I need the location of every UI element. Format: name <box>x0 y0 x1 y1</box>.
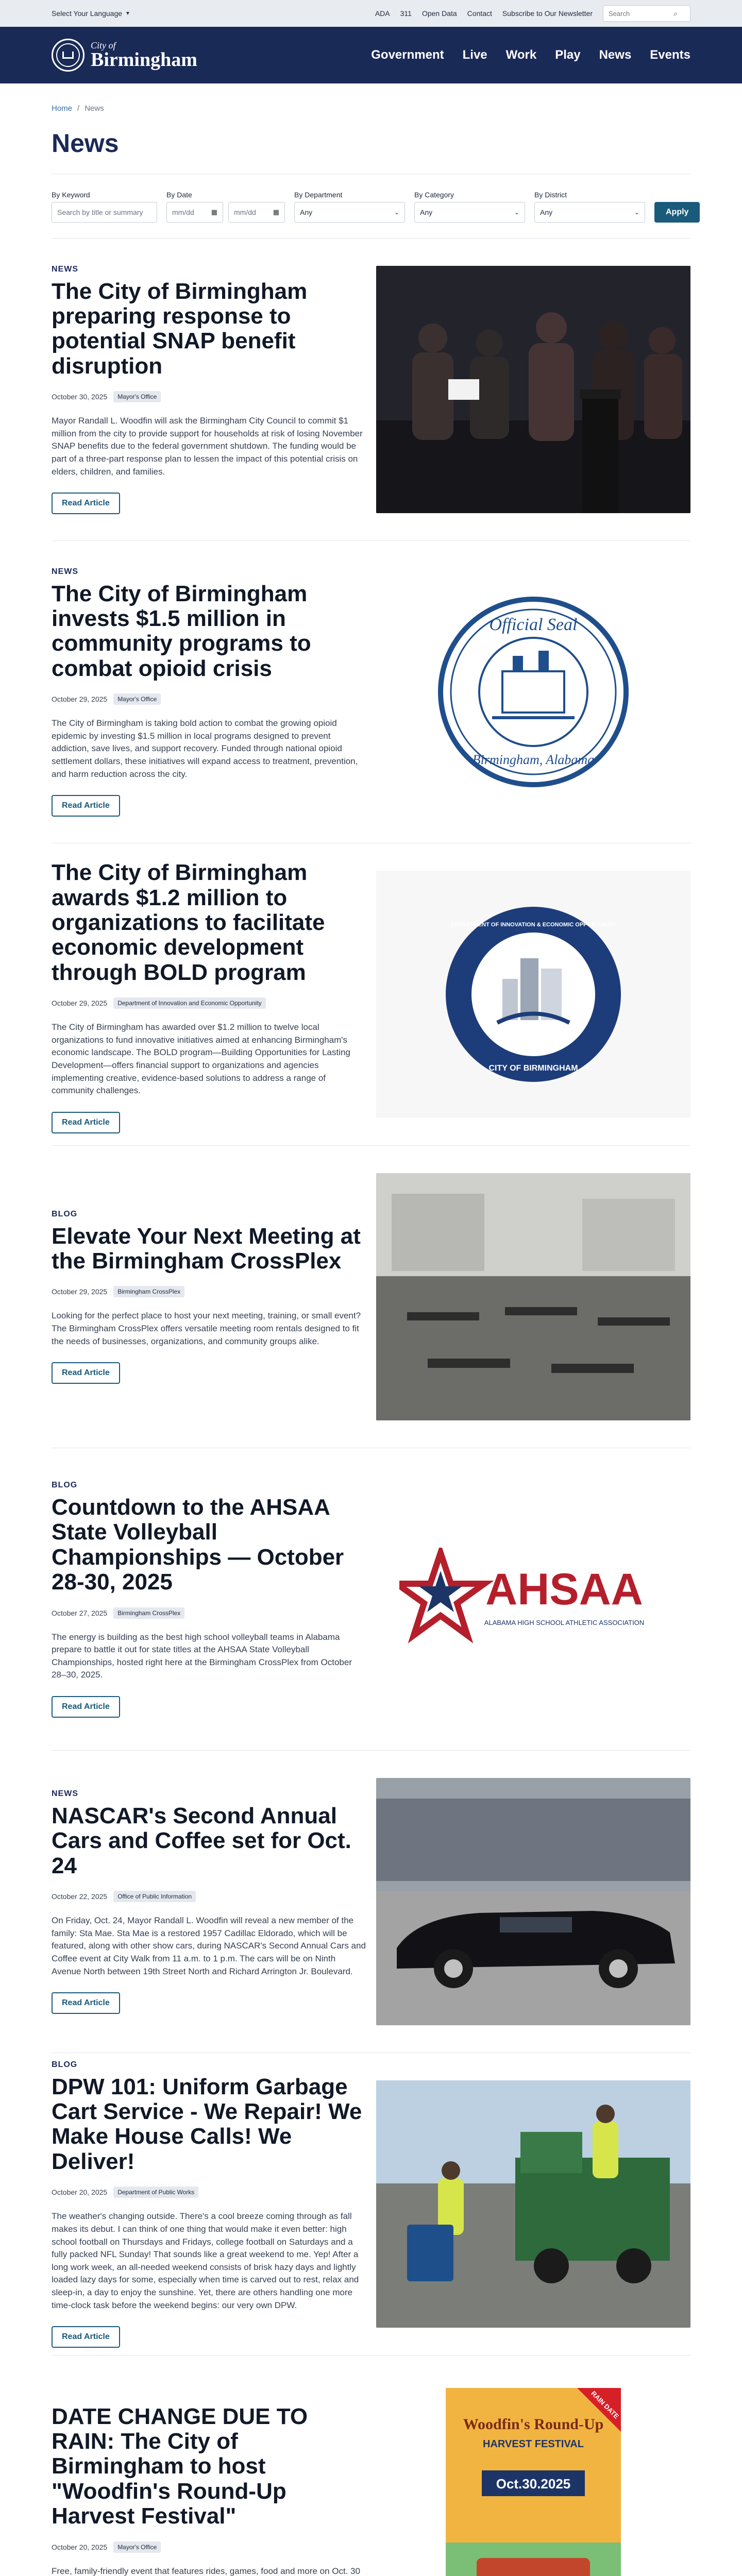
nav-play[interactable]: Play <box>555 48 581 62</box>
article-summary: The City of Birmingham has awarded over $1.2 million to twelve local organizations to fund innovative initiatives aimed at enhancing Birmingham's economic landscape. The BOLD program—Building Opportunities for Lasting Development—offers financial support to organizations and agencies implementing creative, evidence-based solutions to address a range of community challenges. <box>52 1022 350 1096</box>
department-label: By Department <box>294 191 343 199</box>
article-summary: Free, family-friendly event that features rides, games, food and more on Oct. 30 <box>52 2566 361 2576</box>
ahsaa-logo-text: AHSAA <box>485 1565 643 1614</box>
breadcrumb-home[interactable]: Home <box>52 104 73 113</box>
article-title[interactable]: NASCAR's Second Annual Cars and Coffee set for Oct. 24 <box>52 1803 351 1878</box>
category-value: Any <box>420 208 433 216</box>
utility-link-ada[interactable]: ADA <box>375 9 390 18</box>
article-summary: The weather's changing outside. There's a cool breeze coming through as fall makes its debut. I can think of one thing that would make it even better: high school football on Thursdays and Fridays, college football on Saturdays and a fully packed NFL Sunday! That sounds like a great weekend to me. Yep! After a long work week, an all-needed weekend consists of brisk hazy days and lightly loaded lazy days for some, especially when time is carved out to rest, relax and sleep-in, a day to enjoy the sunshine. Yet, there are others handling one more time-clock task before the weekend begins: our very own DPW. <box>52 2211 359 2310</box>
site-search <box>603 5 690 22</box>
read-article-button[interactable]: Read Article <box>52 493 120 514</box>
article-summary: The City of Birmingham is taking bold action to combat the growing opioid epidemic by investing $1.5 million in local programs designed to prevent addiction, save lives, and support recovery. Funded through national opioid settlement dollars, these initiatives will expand access to treatment, prevention, and harm reduction across the city. <box>52 718 358 779</box>
keyword-placeholder: Search by title or summary <box>57 208 143 216</box>
article-title[interactable]: Countdown to the AHSAA State Volleyball Championships — October 28-30, 2025 <box>52 1494 344 1595</box>
article-card <box>52 238 690 540</box>
article-title[interactable]: DPW 101: Uniform Garbage Cart Service - We Repair! We Make House Calls! We Deliver! <box>52 2074 362 2174</box>
flyer-badge: RAIN DATE <box>589 2389 621 2420</box>
article-date: October 22, 2025 <box>52 1892 108 1901</box>
article-card <box>52 2355 690 2576</box>
article-card <box>52 1448 690 1750</box>
article-category: NEWS <box>52 567 78 576</box>
article-date: October 29, 2025 <box>52 1287 108 1296</box>
article-title[interactable]: The City of Birmingham preparing response to potential SNAP benefit disruption <box>52 278 308 379</box>
logo-line-2: Birmingham <box>91 49 197 71</box>
article-tag[interactable]: Birmingham CrossPlex <box>113 1607 184 1619</box>
main-navigation <box>0 27 742 83</box>
read-article-button[interactable]: Read Article <box>52 795 120 817</box>
article-tag[interactable]: Department of Innovation and Economic Opportunity <box>113 997 266 1009</box>
city-seal-icon <box>52 39 85 72</box>
seal-text-bottom: Birmingham, Alabama <box>472 752 595 767</box>
article-summary: The energy is building as the best high school volleyball teams in Alabama prepare to battle it out for state titles at the AHSAA State Volleyball Championships, hosted right here at the Birmingham CrossPlex from October 28–30, 2025. <box>52 1632 352 1680</box>
category-select[interactable] <box>414 202 525 223</box>
search-icon[interactable]: ⌕ <box>673 9 678 18</box>
article-category: BLOG <box>52 2060 78 2069</box>
article-category: BLOG <box>52 1209 78 1218</box>
dept-seal-text-top: DEPARTMENT OF INNOVATION & ECONOMIC OPPORTUNITY <box>450 922 616 928</box>
article-summary: Mayor Randall L. Woodfin will ask the Birmingham City Council to commit $1 million from the city to provide support for households at risk of losing November SNAP benefits due to the federal government shutdown. The funding would be part of a three-part response plan to lessen the impact of this potential crisis on elders, children, and families. <box>52 416 363 477</box>
language-label: Select Your Language <box>52 9 123 18</box>
article-date: October 29, 2025 <box>52 695 108 704</box>
article-title[interactable]: The City of Birmingham invests $1.5 million in community programs to combat opioid crisis <box>52 581 311 681</box>
article-category: NEWS <box>52 264 78 274</box>
article-title[interactable]: The City of Birmingham awards $1.2 million to organizations to facilitate economic development through BOLD program <box>52 860 325 985</box>
date-to-input[interactable] <box>228 202 285 223</box>
calendar-icon: ▦ <box>273 208 279 216</box>
article-date: October 20, 2025 <box>52 2543 108 2551</box>
district-label: By District <box>534 191 567 199</box>
article-card <box>52 843 690 1145</box>
language-selector[interactable] <box>52 9 130 18</box>
calendar-icon: ▦ <box>211 208 217 216</box>
keyword-label: By Keyword <box>52 191 90 199</box>
article-card <box>52 1750 690 2053</box>
read-article-button[interactable]: Read Article <box>52 1112 120 1133</box>
district-select[interactable] <box>534 202 645 223</box>
read-article-button[interactable]: Read Article <box>52 2326 120 2348</box>
breadcrumb-separator: / <box>77 104 80 113</box>
utility-link-311[interactable]: 311 <box>400 9 412 18</box>
article-category: NEWS <box>52 1789 78 1798</box>
nav-work[interactable]: Work <box>505 48 537 62</box>
department-select[interactable] <box>294 202 405 223</box>
article-list <box>0 238 742 2576</box>
article-tag[interactable]: Birmingham CrossPlex <box>113 1286 184 1297</box>
article-image[interactable] <box>376 2383 690 2576</box>
article-image[interactable] <box>376 266 690 513</box>
article-image[interactable] <box>376 2080 690 2328</box>
article-title[interactable]: Elevate Your Next Meeting at the Birmingham CrossPlex <box>52 1223 361 1274</box>
article-summary: Looking for the perfect place to host your next meeting, training, or small event? The Birmingham CrossPlex offers versatile meeting room rentals designed to fit the needs of businesses, organizations, and community groups alike. <box>52 1311 361 1346</box>
seal-text-top: Official Seal <box>489 615 578 634</box>
page-title: News <box>52 129 119 158</box>
apply-button[interactable]: Apply <box>654 202 700 223</box>
chevron-down-icon: ⌄ <box>514 209 519 216</box>
article-tag[interactable]: Mayor's Office <box>113 2541 161 2553</box>
article-title[interactable]: DATE CHANGE DUE TO RAIN: The City of Birmingham to host "Woodfin's Round-Up Harvest Festival" <box>52 2403 308 2529</box>
article-date: October 30, 2025 <box>52 393 108 401</box>
date-from-placeholder: mm/dd <box>172 208 194 216</box>
article-summary: On Friday, Oct. 24, Mayor Randall L. Woodfin will reveal a new member of the family: Sta Mae. Sta Mae is a restored 1957 Cadillac Eldorado, which will be featured, along with other show cars, during NASCAR's Second Annual Cars and Coffee event at City Walk from 11 a.m. to 1 p.m. The cars will be on Ninth Avenue North between 19th Street North and Richard Arrington Jr. Boulevard. <box>52 1915 366 1976</box>
article-tag[interactable]: Mayor's Office <box>113 391 161 402</box>
date-label: By Date <box>166 191 192 199</box>
article-date: October 27, 2025 <box>52 1608 108 1617</box>
nav-live[interactable]: Live <box>462 48 487 62</box>
dept-seal-text-bottom: CITY OF BIRMINGHAM <box>488 1064 578 1073</box>
article-image[interactable] <box>376 871 690 1118</box>
article-date: October 20, 2025 <box>52 2188 108 2197</box>
breadcrumb <box>52 104 690 113</box>
read-article-button[interactable]: Read Article <box>52 1992 120 2014</box>
nav-news[interactable]: News <box>599 48 632 62</box>
category-label: By Category <box>414 191 454 199</box>
keyword-input[interactable] <box>52 202 157 223</box>
article-tag[interactable]: Department of Public Works <box>113 2187 198 2198</box>
nav-events[interactable]: Events <box>650 48 690 62</box>
utility-link-contact[interactable]: Contact <box>467 9 492 18</box>
chevron-down-icon: ⌄ <box>394 209 399 216</box>
ahsaa-sub-text: ALABAMA HIGH SCHOOL ATHLETIC ASSOCIATION <box>484 1619 645 1626</box>
article-card <box>52 540 690 843</box>
nav-government[interactable]: Government <box>371 48 444 62</box>
article-tag[interactable]: Mayor's Office <box>113 693 161 705</box>
read-article-button[interactable]: Read Article <box>52 1696 120 1718</box>
flyer-title: Woodfin's Round-Up <box>463 2416 604 2433</box>
utility-link-open-data[interactable]: Open Data <box>421 9 457 18</box>
chevron-down-icon: ⌄ <box>634 209 639 216</box>
logo-line-1: City of <box>91 40 116 50</box>
utility-link-subscribe[interactable]: Subscribe to Our Newsletter <box>502 9 593 18</box>
chevron-down-icon: ▼ <box>125 10 130 16</box>
site-logo[interactable] <box>52 39 197 72</box>
flyer-subtitle: HARVEST FESTIVAL <box>483 2438 584 2450</box>
read-article-button[interactable]: Read Article <box>52 1362 120 1384</box>
article-image[interactable] <box>376 1778 690 2025</box>
utility-bar <box>0 0 742 27</box>
article-image[interactable] <box>376 1476 690 1723</box>
district-value: Any <box>540 208 553 216</box>
breadcrumb-current: News <box>85 104 104 113</box>
site-search-input[interactable] <box>609 10 670 18</box>
flyer-date: Oct.30.2025 <box>496 2476 571 2492</box>
article-card <box>52 2053 690 2355</box>
article-category: BLOG <box>52 1480 78 1489</box>
date-from-input[interactable] <box>166 202 223 223</box>
article-card <box>52 1145 690 1448</box>
article-image[interactable] <box>376 1173 690 1420</box>
date-to-placeholder: mm/dd <box>234 208 256 216</box>
article-tag[interactable]: Office of Public Information <box>113 1891 196 1902</box>
article-date: October 29, 2025 <box>52 999 108 1008</box>
article-image[interactable] <box>376 568 690 816</box>
filter-bar <box>0 174 742 238</box>
department-value: Any <box>300 208 313 216</box>
